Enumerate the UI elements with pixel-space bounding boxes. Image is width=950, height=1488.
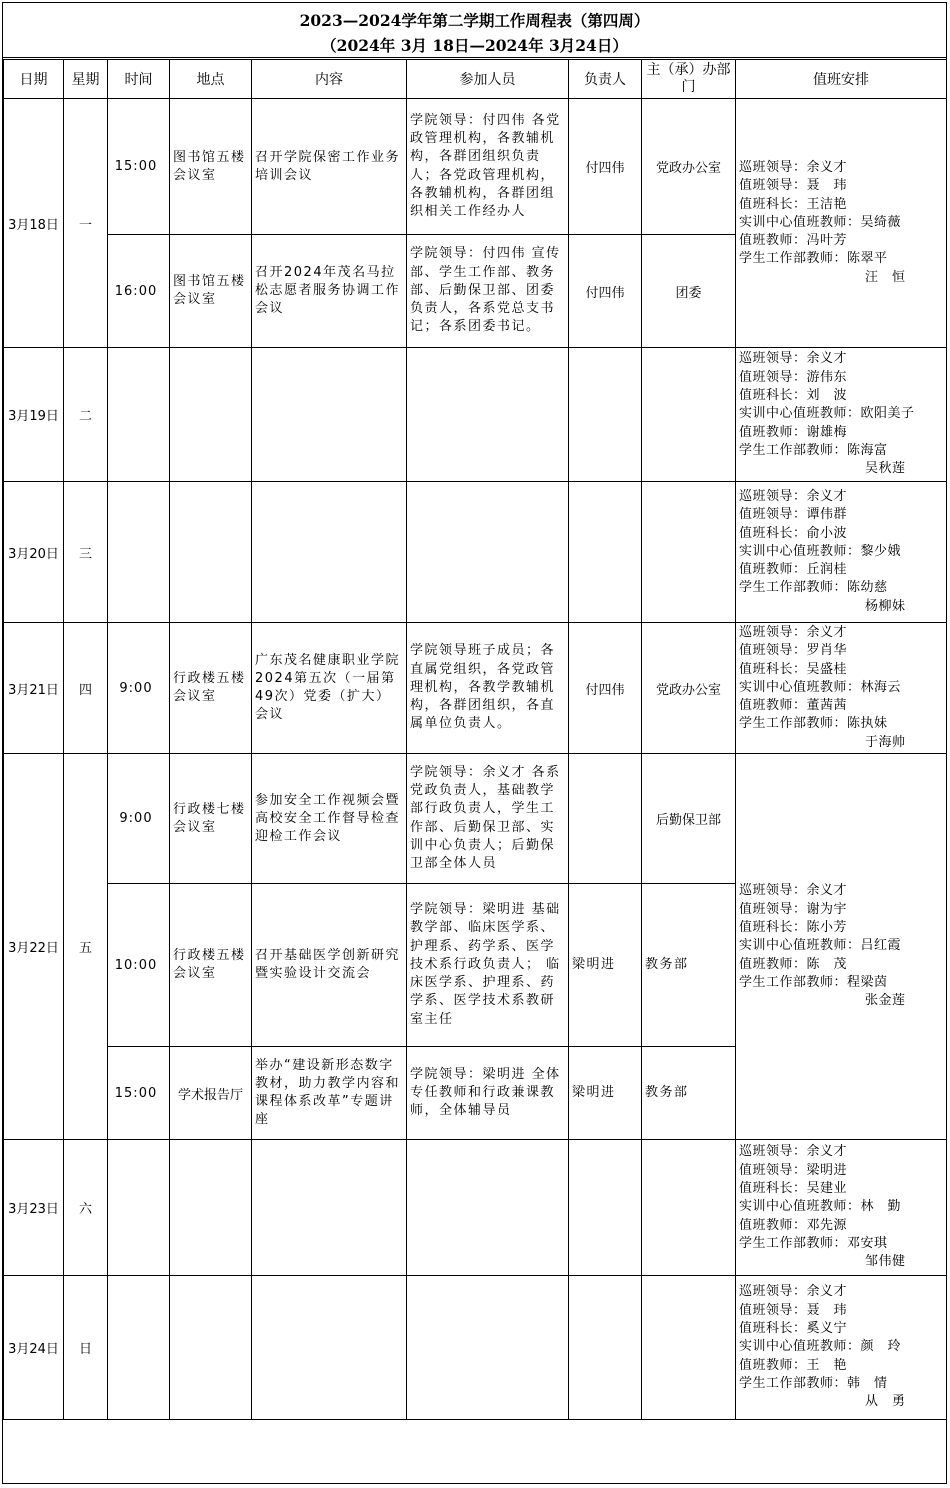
- duty-line: 值班领导：聂 玮: [739, 178, 848, 194]
- duty-line: 实训中心值班教师：欧阳美子: [739, 406, 915, 422]
- duty-line: 吴秋莲: [865, 461, 906, 477]
- schedule-table: [3, 59, 947, 1420]
- time-cell: 9:00: [108, 754, 170, 884]
- header-place: 地点: [170, 60, 252, 99]
- duty-line: 学生工作部教师：陈海富: [739, 442, 888, 458]
- time-cell: 16:00: [108, 235, 170, 348]
- time-cell: 10:00: [108, 884, 170, 1047]
- duty-line: 学生工作部教师：陈执妹: [739, 716, 888, 732]
- duty-line: 值班科长：王洁艳: [739, 196, 848, 212]
- header-weekday: 星期: [64, 60, 108, 99]
- header-dept: 主（承）办部门: [642, 60, 736, 99]
- table-row: [4, 623, 947, 754]
- header-row: [4, 60, 947, 99]
- duty-line: 实训中心值班教师：林海云: [739, 679, 902, 695]
- weekday-cell: 四: [64, 623, 108, 754]
- page-title: 2023—2024学年第二学期工作周程表（第四周）: [299, 11, 650, 30]
- content-cell: 召开2024年茂名马拉松志愿者服务协调工作会议: [252, 235, 407, 348]
- duty-line: 值班领导：谭伟群: [739, 507, 848, 523]
- duty-line: 汪 恒: [865, 269, 906, 285]
- duty-line: 巡班领导：余义才: [739, 1144, 848, 1160]
- dept-cell: 后勤保卫部: [642, 754, 736, 884]
- duty-line: 值班教师：董茜茜: [739, 698, 848, 714]
- duty-line: 学生工作部教师：程梁茵: [739, 974, 888, 990]
- duty-line: 学生工作部教师：韩 情: [739, 1375, 888, 1391]
- duty-line: 实训中心值班教师：林 勤: [739, 1199, 902, 1215]
- duty-cell: [736, 348, 947, 482]
- weekday-cell: 一: [64, 99, 108, 348]
- content-cell: 广东茂名健康职业学院2024第五次（一届第49次）党委（扩大）会议: [252, 623, 407, 754]
- participants-cell: 学院领导：付四伟 宣传部、学生工作部、教务部、后勤保卫部、团委负责人，各系党总支书记；各系团委书记。: [407, 235, 569, 348]
- place-cell: 学术报告厅: [170, 1047, 252, 1140]
- date-cell: 3月20日: [4, 482, 64, 623]
- duty-line: 巡班领导：余义才: [739, 159, 848, 175]
- duty-line: 值班教师：邓先源: [739, 1217, 848, 1233]
- duty-cell: [736, 99, 947, 348]
- duty-cell: [736, 754, 947, 1140]
- table-row: [4, 1140, 947, 1276]
- dept-cell: 党政办公室: [642, 99, 736, 235]
- duty-line: 值班教师：丘润桂: [739, 562, 848, 578]
- header-leader: 负责人: [569, 60, 642, 99]
- content-cell: 召开基础医学创新研究暨实验设计交流会: [252, 884, 407, 1047]
- time-cell: 9:00: [108, 623, 170, 754]
- header-date: 日期: [4, 60, 64, 99]
- date-cell: 3月22日: [4, 754, 64, 1140]
- duty-line: 值班教师：陈 茂: [739, 956, 848, 972]
- leader-cell: 付四伟: [569, 99, 642, 235]
- place-cell: 图书馆五楼会议室: [170, 235, 252, 348]
- duty-line: 实训中心值班教师：吴绮薇: [739, 214, 902, 230]
- duty-line: 巡班领导：余义才: [739, 1284, 848, 1300]
- duty-line: 值班领导：罗肖华: [739, 643, 848, 659]
- duty-line: 学生工作部教师：陈翠平: [739, 251, 888, 267]
- duty-line: 值班领导：游伟东: [739, 369, 848, 385]
- duty-line: 值班领导：谢为宇: [739, 901, 848, 917]
- duty-line: 值班科长：刘 波: [739, 388, 848, 404]
- title-block: [3, 3, 946, 58]
- duty-line: 巡班领导：余义才: [739, 351, 848, 367]
- duty-line: 实训中心值班教师：黎少娥: [739, 543, 902, 559]
- content-cell: 参加安全工作视频会暨高校安全工作督导检查迎检工作会议: [252, 754, 407, 884]
- content-cell: 召开学院保密工作业务培训会议: [252, 99, 407, 235]
- duty-line: 杨柳妹: [865, 598, 906, 614]
- time-cell: 15:00: [108, 1047, 170, 1140]
- date-range-subtitle: （2024年 3月 18日—2024年 3月24日）: [321, 36, 628, 55]
- place-cell: 行政楼五楼会议室: [170, 623, 252, 754]
- place-cell: 行政楼五楼会议室: [170, 884, 252, 1047]
- duty-line: 学生工作部教师：邓安琪: [739, 1235, 888, 1251]
- weekday-cell: 日: [64, 1276, 108, 1420]
- duty-line: 实训中心值班教师：颜 玲: [739, 1339, 902, 1355]
- duty-cell: [736, 1140, 947, 1276]
- weekday-cell: 二: [64, 348, 108, 482]
- date-cell: 3月21日: [4, 623, 64, 754]
- duty-line: 张金莲: [865, 993, 906, 1009]
- leader-cell: 付四伟: [569, 235, 642, 348]
- duty-line: 值班科长：陈小芳: [739, 920, 848, 936]
- header-participants: 参加人员: [407, 60, 569, 99]
- duty-line: 于海帅: [865, 734, 906, 750]
- participants-cell: 学院领导：梁明进 基础教学部、临床医学系、护理系、药学系、医学技术系行政负责人； 临床医学系、护理系、药学系、医学技术系教研室主任: [407, 884, 569, 1047]
- duty-line: 值班教师：谢雄梅: [739, 424, 848, 440]
- content-cell: 举办“建设新形态数字教材，助力教学内容和课程体系改革”专题讲座: [252, 1047, 407, 1140]
- place-cell: 行政楼七楼会议室: [170, 754, 252, 884]
- duty-line: 巡班领导：余义才: [739, 624, 848, 640]
- duty-line: 巡班领导：余义才: [739, 883, 848, 899]
- participants-cell: 学院领导班子成员；各直属党组织，各党政管理机构，各教学教辅机构，各群团组织，各直属单位负责人。: [407, 623, 569, 754]
- weekday-cell: 三: [64, 482, 108, 623]
- table-row: [4, 482, 947, 623]
- duty-line: 值班教师：冯叶芳: [739, 233, 848, 249]
- table-row: [4, 754, 947, 884]
- duty-line: 值班科长：奚义宁: [739, 1321, 848, 1337]
- leader-cell: [569, 754, 642, 884]
- date-cell: 3月18日: [4, 99, 64, 348]
- header-time: 时间: [108, 60, 170, 99]
- duty-line: 值班领导：聂 玮: [739, 1302, 848, 1318]
- date-cell: 3月23日: [4, 1140, 64, 1276]
- header-content: 内容: [252, 60, 407, 99]
- dept-cell: 教务部: [642, 1047, 736, 1140]
- dept-cell: 教务部: [642, 884, 736, 1047]
- duty-line: 值班科长：吴盛桂: [739, 661, 848, 677]
- leader-cell: 梁明进: [569, 1047, 642, 1140]
- duty-line: 巡班领导：余义才: [739, 488, 848, 504]
- weekday-cell: 五: [64, 754, 108, 1140]
- header-duty: 值班安排: [736, 60, 947, 99]
- duty-line: 值班科长：吴建业: [739, 1181, 848, 1197]
- duty-cell: [736, 1276, 947, 1420]
- participants-cell: 学院领导：梁明进 全体专任教师和行政兼课教师，全体辅导员: [407, 1047, 569, 1140]
- duty-cell: [736, 482, 947, 623]
- leader-cell: 付四伟: [569, 623, 642, 754]
- duty-cell: [736, 623, 947, 754]
- duty-line: 值班教师：王 艳: [739, 1357, 848, 1373]
- place-cell: 图书馆五楼会议室: [170, 99, 252, 235]
- participants-cell: 学院领导：付四伟 各党政管理机构，各教辅机构，各群团组织负责人；各党政管理机构，各教辅机构，各群团组织相关工作经办人: [407, 99, 569, 235]
- leader-cell: 梁明进: [569, 884, 642, 1047]
- date-cell: 3月19日: [4, 348, 64, 482]
- duty-line: 学生工作部教师：陈幼慈: [739, 580, 888, 596]
- schedule-sheet: [2, 2, 947, 1484]
- participants-cell: 学院领导：余义才 各系党政负责人，基础教学部行政负责人，学生工作部、后勤保卫部、实训中心负责人；后勤保卫部全体人员: [407, 754, 569, 884]
- duty-line: 邹伟健: [865, 1254, 906, 1270]
- table-row: [4, 99, 947, 235]
- time-cell: 15:00: [108, 99, 170, 235]
- duty-line: 值班科长：俞小波: [739, 525, 848, 541]
- dept-cell: 团委: [642, 235, 736, 348]
- table-row: [4, 348, 947, 482]
- duty-line: 从 勇: [865, 1394, 906, 1410]
- duty-line: 值班领导：梁明进: [739, 1162, 848, 1178]
- date-cell: 3月24日: [4, 1276, 64, 1420]
- table-row: [4, 1276, 947, 1420]
- dept-cell: 党政办公室: [642, 623, 736, 754]
- weekday-cell: 六: [64, 1140, 108, 1276]
- duty-line: 实训中心值班教师：吕红霞: [739, 938, 902, 954]
